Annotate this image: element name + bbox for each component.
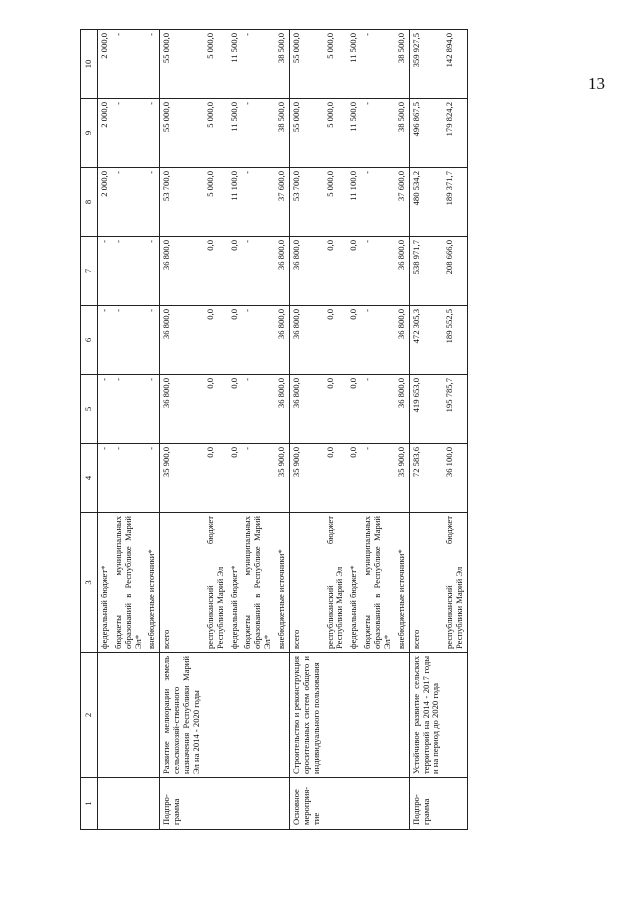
value-cell: 0,0	[204, 444, 228, 513]
table-row	[347, 30, 361, 830]
row-type-cell	[324, 778, 348, 830]
value-cell: 0,0	[204, 237, 228, 306]
value-cell: 0,0	[204, 375, 228, 444]
value-cell: -	[241, 237, 275, 306]
value-cell: 53 700,0	[289, 168, 323, 237]
value-cell: -	[145, 444, 159, 513]
program-name-cell	[241, 653, 275, 778]
budget-table	[80, 29, 468, 830]
value-cell: 538 971,7	[409, 237, 443, 306]
value-cell: -	[112, 444, 146, 513]
value-cell: -	[145, 237, 159, 306]
value-cell: -	[361, 168, 395, 237]
program-name-cell: Развитие мелиорации земель сельскохозяй-ственного назначения Республики Марий Эл на 2014 - 2020 годы	[160, 653, 204, 778]
rotated-table-wrapper	[80, 0, 640, 830]
row-type-cell	[275, 778, 289, 830]
value-cell: 38 500,0	[395, 99, 409, 168]
value-cell: 5 000,0	[204, 168, 228, 237]
row-type-cell	[241, 778, 275, 830]
value-cell: -	[241, 306, 275, 375]
value-cell: 2 000,0	[97, 30, 111, 99]
value-cell: 11 500,0	[228, 99, 242, 168]
funding-source-cell: внебюджетные источники*	[395, 513, 409, 653]
value-cell: -	[145, 306, 159, 375]
value-cell: 189 371,7	[443, 168, 467, 237]
header-cell: 8	[81, 168, 98, 237]
header-cell: 9	[81, 99, 98, 168]
value-cell: 142 894,0	[443, 30, 467, 99]
value-cell: -	[112, 375, 146, 444]
funding-source-cell: бюджеты муниципальных образований в Республике Марий Эл*	[241, 513, 275, 653]
page-number: 13	[588, 74, 605, 93]
value-cell: -	[361, 375, 395, 444]
value-cell: 36 800,0	[275, 375, 289, 444]
header-row	[81, 30, 98, 830]
value-cell: 0,0	[324, 306, 348, 375]
value-cell: -	[112, 306, 146, 375]
header-cell: 6	[81, 306, 98, 375]
value-cell: 38 500,0	[395, 30, 409, 99]
value-cell: -	[112, 237, 146, 306]
program-name-cell: Строительство и реконструкция оросительных систем общего и индивидуального пользования	[289, 653, 323, 778]
program-name-cell	[395, 653, 409, 778]
value-cell: 419 653,0	[409, 375, 443, 444]
value-cell: 0,0	[228, 375, 242, 444]
table-row	[443, 30, 467, 830]
value-cell: -	[112, 30, 146, 99]
program-name-cell	[324, 653, 348, 778]
table-row	[241, 30, 275, 830]
value-cell: 11 100,0	[228, 168, 242, 237]
program-name-cell	[443, 653, 467, 778]
value-cell: 37 600,0	[275, 168, 289, 237]
table-row	[361, 30, 395, 830]
value-cell: 195 785,7	[443, 375, 467, 444]
value-cell: 36 800,0	[289, 237, 323, 306]
funding-source-cell: всего	[409, 513, 443, 653]
row-type-cell	[347, 778, 361, 830]
table-row	[289, 30, 323, 830]
value-cell: 0,0	[347, 306, 361, 375]
value-cell: -	[241, 168, 275, 237]
value-cell: 5 000,0	[204, 30, 228, 99]
program-name-cell	[361, 653, 395, 778]
value-cell: 55 000,0	[289, 99, 323, 168]
funding-source-cell: бюджеты муниципальных образований в Республике Марий Эл*	[112, 513, 146, 653]
value-cell: 55 000,0	[289, 30, 323, 99]
value-cell: 0,0	[347, 375, 361, 444]
value-cell: 0,0	[228, 306, 242, 375]
header-cell: 1	[81, 778, 98, 830]
value-cell: 0,0	[324, 237, 348, 306]
row-type-cell: Подпро-грамма	[409, 778, 443, 830]
row-type-cell	[443, 778, 467, 830]
value-cell: 35 900,0	[275, 444, 289, 513]
program-name-cell	[145, 653, 159, 778]
funding-source-cell: федеральный бюджет*	[228, 513, 242, 653]
table-body	[81, 30, 468, 830]
program-name-cell	[347, 653, 361, 778]
value-cell: 11 500,0	[347, 99, 361, 168]
value-cell: 0,0	[228, 237, 242, 306]
table-row	[145, 30, 159, 830]
value-cell: -	[145, 99, 159, 168]
value-cell: 11 100,0	[347, 168, 361, 237]
value-cell: -	[241, 444, 275, 513]
value-cell: -	[241, 99, 275, 168]
header-cell: 2	[81, 653, 98, 778]
value-cell: 179 824,2	[443, 99, 467, 168]
row-type-cell	[97, 778, 111, 830]
funding-source-cell: республиканский бюджет Республики Марий Эл	[324, 513, 348, 653]
value-cell: 0,0	[204, 306, 228, 375]
header-cell: 10	[81, 30, 98, 99]
value-cell: 55 000,0	[160, 99, 204, 168]
header-cell: 7	[81, 237, 98, 306]
row-type-cell	[395, 778, 409, 830]
funding-source-cell: федеральный бюджет*	[347, 513, 361, 653]
header-cell: 5	[81, 375, 98, 444]
value-cell: -	[112, 168, 146, 237]
value-cell: -	[361, 444, 395, 513]
program-name-cell	[275, 653, 289, 778]
value-cell: 36 800,0	[289, 306, 323, 375]
value-cell: 38 500,0	[275, 99, 289, 168]
value-cell: 37 600,0	[395, 168, 409, 237]
value-cell: -	[112, 99, 146, 168]
table-row	[112, 30, 146, 830]
value-cell: 36 800,0	[275, 306, 289, 375]
row-type-cell	[145, 778, 159, 830]
header-cell: 3	[81, 513, 98, 653]
value-cell: -	[97, 375, 111, 444]
value-cell: -	[241, 375, 275, 444]
funding-source-cell: всего	[160, 513, 204, 653]
value-cell: -	[145, 168, 159, 237]
value-cell: 36 800,0	[395, 237, 409, 306]
program-name-cell: Устойчивое развитие сельских территорий на 2014 - 2017 годы и на период до 2020 года	[409, 653, 443, 778]
value-cell: -	[361, 237, 395, 306]
table-row	[97, 30, 111, 830]
value-cell: 5 000,0	[324, 168, 348, 237]
program-name-cell	[204, 653, 228, 778]
value-cell: -	[145, 30, 159, 99]
value-cell: 38 500,0	[275, 30, 289, 99]
value-cell: 55 000,0	[160, 30, 204, 99]
table-row	[204, 30, 228, 830]
value-cell: 0,0	[324, 375, 348, 444]
value-cell: 36 800,0	[160, 237, 204, 306]
row-type-cell	[204, 778, 228, 830]
value-cell: -	[97, 306, 111, 375]
value-cell: 11 500,0	[347, 30, 361, 99]
table-row	[409, 30, 443, 830]
value-cell: 359 927,5	[409, 30, 443, 99]
funding-source-cell: федеральный бюджет*	[97, 513, 111, 653]
value-cell: 189 552,5	[443, 306, 467, 375]
funding-source-cell: внебюджетные источники*	[145, 513, 159, 653]
row-type-cell	[228, 778, 242, 830]
value-cell: 36 800,0	[160, 306, 204, 375]
value-cell: -	[97, 444, 111, 513]
table-row	[324, 30, 348, 830]
value-cell: 0,0	[347, 237, 361, 306]
table-row	[228, 30, 242, 830]
program-name-cell	[112, 653, 146, 778]
value-cell: 36 800,0	[289, 375, 323, 444]
value-cell: 0,0	[228, 444, 242, 513]
value-cell: 36 800,0	[160, 375, 204, 444]
value-cell: 2 000,0	[97, 168, 111, 237]
funding-source-cell: внебюджетные источники*	[275, 513, 289, 653]
value-cell: 208 666,0	[443, 237, 467, 306]
value-cell: 496 867,5	[409, 99, 443, 168]
value-cell: 5 000,0	[324, 30, 348, 99]
value-cell: 5 000,0	[324, 99, 348, 168]
value-cell: 480 534,2	[409, 168, 443, 237]
value-cell: 11 500,0	[228, 30, 242, 99]
value-cell: 5 000,0	[204, 99, 228, 168]
row-type-cell	[361, 778, 395, 830]
program-name-cell	[228, 653, 242, 778]
value-cell: 36 800,0	[395, 375, 409, 444]
row-type-cell: Основное мероприя-тие	[289, 778, 323, 830]
program-name-cell	[97, 653, 111, 778]
value-cell: 35 900,0	[289, 444, 323, 513]
value-cell: 53 700,0	[160, 168, 204, 237]
row-type-cell	[112, 778, 146, 830]
value-cell: 36 800,0	[275, 237, 289, 306]
value-cell: 36 800,0	[395, 306, 409, 375]
value-cell: 35 900,0	[395, 444, 409, 513]
value-cell: 72 583,6	[409, 444, 443, 513]
value-cell: -	[97, 237, 111, 306]
value-cell: 36 100,0	[443, 444, 467, 513]
value-cell: 0,0	[324, 444, 348, 513]
funding-source-cell: республиканский бюджет Республики Марий Эл	[443, 513, 467, 653]
value-cell: -	[361, 99, 395, 168]
row-type-cell: Подпро-грамма	[160, 778, 204, 830]
funding-source-cell: республиканский бюджет Республики Марий Эл	[204, 513, 228, 653]
value-cell: -	[361, 306, 395, 375]
value-cell: -	[361, 30, 395, 99]
value-cell: -	[145, 375, 159, 444]
funding-source-cell: бюджеты муниципальных образований в Республике Марий Эл*	[361, 513, 395, 653]
table-row	[160, 30, 204, 830]
value-cell: -	[241, 30, 275, 99]
value-cell: 35 900,0	[160, 444, 204, 513]
table-row	[395, 30, 409, 830]
funding-source-cell: всего	[289, 513, 323, 653]
header-cell: 4	[81, 444, 98, 513]
value-cell: 472 305,3	[409, 306, 443, 375]
value-cell: 0,0	[347, 444, 361, 513]
value-cell: 2 000,0	[97, 99, 111, 168]
table-row	[275, 30, 289, 830]
